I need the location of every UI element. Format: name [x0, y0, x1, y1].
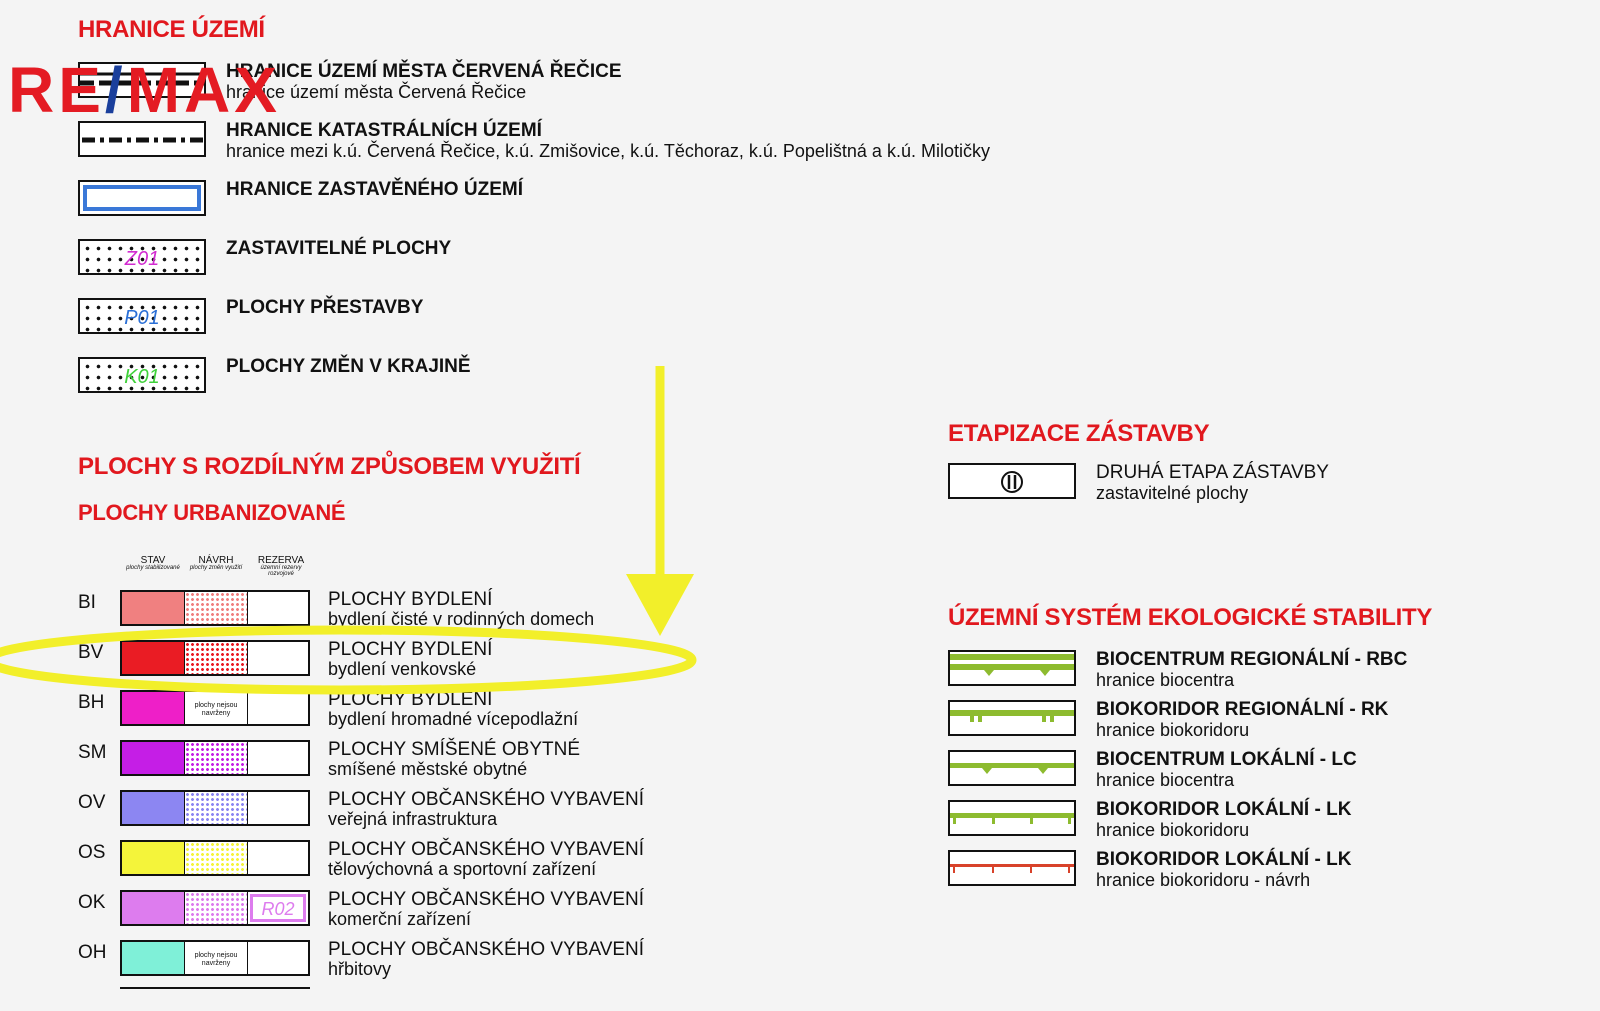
area-code: BH [78, 692, 105, 713]
legend-subtitle: bydlení hromadné vícepodlažní [328, 709, 579, 729]
section-title-territory: HRANICE ÚZEMÍ [78, 16, 265, 43]
area-code: OK [78, 892, 106, 913]
legend-title: HRANICE ÚZEMÍ MĚSTA ČERVENÁ ŘEČICE [226, 61, 622, 82]
column-header-proposal: NÁVRH plochy změn využití [189, 555, 243, 571]
legend-title: ZASTAVITELNÉ PLOCHY [226, 238, 452, 259]
reserve-code: R02 [250, 894, 306, 922]
legend-title: BIOKORIDOR REGIONÁLNÍ - RK [1096, 699, 1389, 720]
legend-title: PLOCHY PŘESTAVBY [226, 297, 424, 318]
area-code: Z01 [124, 248, 160, 270]
legend-subtitle: bydlení čisté v rodinných domech [328, 609, 595, 629]
legend-subtitle: bydlení venkovské [328, 659, 477, 679]
column-header-reserve: REZERVA územní rezervy rozvojové [257, 555, 305, 577]
column-header-state: STAV plochy stabilizované [126, 555, 180, 571]
legend-title: HRANICE KATASTRÁLNÍCH ÚZEMÍ [226, 120, 542, 141]
area-code: K01 [124, 366, 160, 388]
section-title-staging: ETAPIZACE ZÁSTAVBY [948, 420, 1210, 447]
area-code: P01 [124, 307, 160, 329]
section-title-usage: PLOCHY S ROZDÍLNÝM ZPŮSOBEM VYUŽITÍ [78, 453, 581, 480]
legend-title: BIOCENTRUM LOKÁLNÍ - LC [1096, 749, 1357, 770]
legend-title: PLOCHY OBČANSKÉHO VYBAVENÍ [328, 889, 645, 910]
area-code: OH [78, 942, 107, 963]
no-proposal-note: plochy nejsou navrženy [194, 952, 238, 967]
annotation-arrow-head [626, 574, 694, 636]
annotation-ellipse [0, 630, 692, 690]
legend-subtitle: hranice biokoridoru [1096, 720, 1250, 740]
area-code: OV [78, 792, 106, 813]
legend-subtitle: hranice mezi k.ú. Červená Řečice, k.ú. Zmišovice, k.ú. Těchoraz, k.ú. Popelištná a k.ú. Milotičky [226, 141, 990, 161]
no-proposal-note: plochy nejsou navrženy [194, 702, 238, 717]
legend-subtitle: tělovýchovná a sportovní zařízení [328, 859, 597, 879]
legend-subtitle: hranice biokoridoru - návrh [1096, 870, 1311, 890]
legend-subtitle: hranice biokoridoru [1096, 820, 1250, 840]
legend-title: PLOCHY ZMĚN V KRAJINĚ [226, 356, 471, 377]
legend-title: PLOCHY OBČANSKÉHO VYBAVENÍ [328, 839, 645, 860]
legend-title: HRANICE ZASTAVĚNÉHO ÚZEMÍ [226, 179, 523, 200]
legend-title: PLOCHY BYDLENÍ [328, 639, 493, 660]
legend-title: PLOCHY OBČANSKÉHO VYBAVENÍ [328, 789, 645, 810]
legend-title: DRUHÁ ETAPA ZÁSTAVBY [1096, 462, 1329, 483]
legend-title: PLOCHY SMÍŠENÉ OBYTNÉ [328, 739, 580, 760]
legend-title: BIOKORIDOR LOKÁLNÍ - LK [1096, 799, 1352, 820]
area-code: BI [78, 592, 96, 613]
legend-subtitle: zastavitelné plochy [1096, 483, 1249, 503]
remax-logo: RE/MAX [8, 54, 281, 126]
legend-subtitle: hřbitovy [328, 959, 392, 979]
legend-subtitle: komerční zařízení [328, 909, 472, 929]
legend-title: PLOCHY OBČANSKÉHO VYBAVENÍ [328, 939, 645, 960]
legend-title: BIOCENTRUM REGIONÁLNÍ - RBC [1096, 649, 1408, 670]
legend-title: BIOKORIDOR LOKÁLNÍ - LK [1096, 849, 1352, 870]
legend-subtitle: hranice biocentra [1096, 670, 1235, 690]
legend-subtitle: hranice biocentra [1096, 770, 1235, 790]
legend-subtitle: veřejná infrastruktura [328, 809, 498, 829]
legend-subtitle: hranice území města Červená Řečice [226, 82, 527, 102]
section-subtitle-urbanized: PLOCHY URBANIZOVANÉ [78, 500, 346, 525]
section-title-uses: ÚZEMNÍ SYSTÉM EKOLOGICKÉ STABILITY [948, 604, 1433, 631]
area-code: SM [78, 742, 107, 763]
area-code: OS [78, 842, 106, 863]
area-code: BV [78, 642, 104, 663]
legend-subtitle: smíšené městské obytné [328, 759, 528, 779]
legend-title: PLOCHY BYDLENÍ [328, 689, 493, 710]
legend-title: PLOCHY BYDLENÍ [328, 589, 493, 610]
